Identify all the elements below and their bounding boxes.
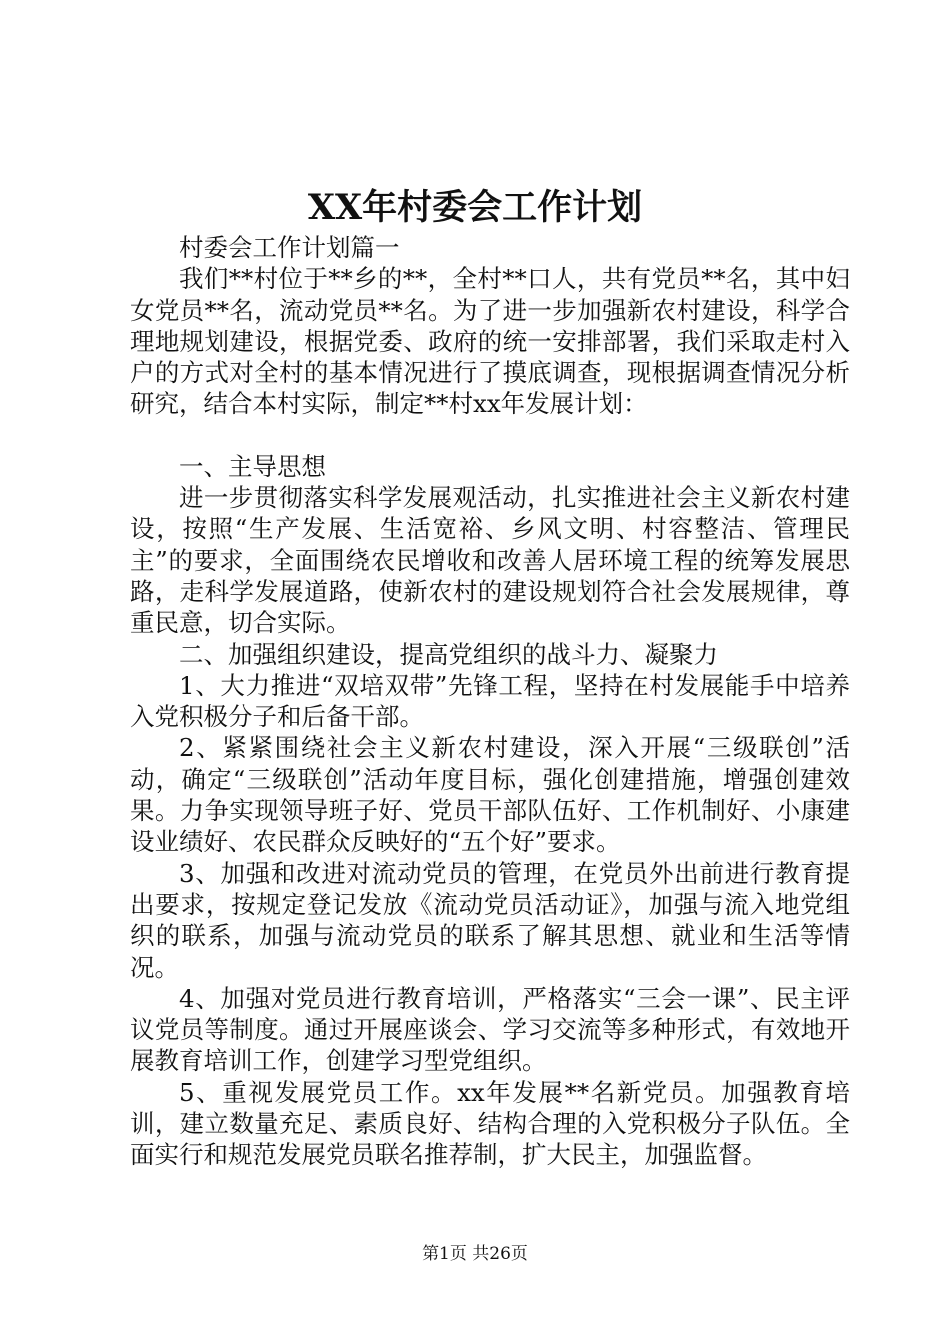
document-body	[130, 232, 850, 1171]
list-item: 4、加强对党员进行教育培训，严格落实“三会一课”、民主评议党员等制度。通过开展座谈会、学习交流等多种形式，有效地开展教育培训工作，创建学习型党组织。	[130, 983, 850, 1076]
section-heading: 村委会工作计划篇一	[179, 233, 400, 262]
body-paragraph: 进一步贯彻落实科学发展观活动，扎实推进社会主义新农村建设，按照“生产发展、生活宽裕、乡风文明、村容整洁、管理民主”的要求，全面围绕农民增收和改善人居环境工程的统筹发展思路，走科学发展道路，使新农村的建设规划符合社会发展规律，尊重民意，切合实际。	[130, 483, 850, 638]
page-number-footer: 第1页 共26页	[422, 1244, 528, 1264]
section-heading: 二、加强组织建设，提高党组织的战斗力、凝聚力	[179, 639, 718, 669]
intro-paragraph: 我们**村位于**乡的**，全村**口人，共有党员**名，其中妇女党员**名，流动党员**名。为了进一步加强新农村建设，科学合理地规划建设，根据党委、政府的统一安排部署，我们采取走村入户的方式对全村的基本情况进行了摸底调查，现根据调查情况分析研究，结合本村实际，制定**村xx年发展计划：	[130, 264, 850, 419]
list-item: 1、大力推进“双培双带”先锋工程，坚持在村发展能手中培养入党积极分子和后备干部。	[130, 670, 850, 732]
document-title: XX年村委会工作计划	[307, 187, 643, 228]
list-item: 2、紧紧围绕社会主义新农村建设，深入开展“三级联创”活动，确定“三级联创”活动年度目标，强化创建措施，增强创建效果。力争实现领导班子好、党员干部队伍好、工作机制好、小康建设业绩好、农民群众反映好的“五个好”要求。	[130, 733, 850, 857]
list-item: 5、重视发展党员工作。xx年发展**名新党员。加强教育培训，建立数量充足、素质良好、结构合理的入党积极分子队伍。全面实行和规范发展党员联名推荐制，扩大民主，加强监督。	[130, 1077, 850, 1170]
section-heading: 一、主导思想	[179, 451, 326, 481]
list-item: 3、加强和改进对流动党员的管理，在党员外出前进行教育提出要求，按规定登记发放《流动党员活动证》，加强与流入地党组织的联系，加强与流动党员的联系了解其思想、就业和生活等情况。	[130, 858, 850, 982]
